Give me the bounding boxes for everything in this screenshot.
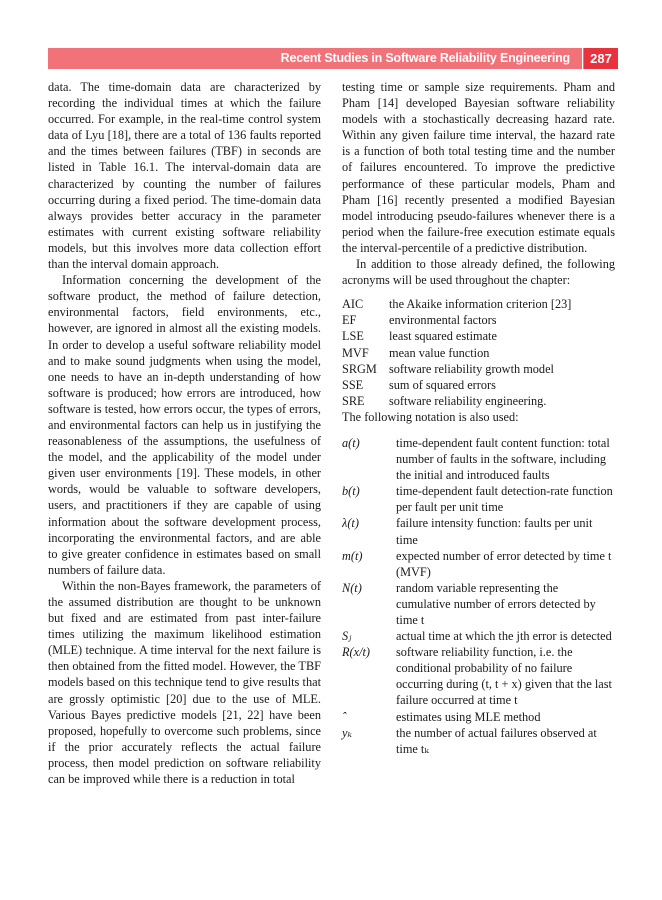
acronym-abbr: MVF bbox=[342, 345, 369, 360]
acronym-row bbox=[342, 361, 615, 377]
header-divider bbox=[582, 48, 583, 69]
notation-symbol: λ(t) bbox=[342, 516, 359, 531]
acronym-meaning: software reliability growth model bbox=[389, 361, 554, 376]
acronym-row bbox=[342, 328, 615, 344]
notation-row bbox=[342, 548, 615, 580]
acronym-abbr: EF bbox=[342, 313, 357, 328]
notation-row bbox=[342, 725, 615, 757]
notation-description: time-dependent fault detection-rate function per fault per unit time bbox=[396, 484, 613, 515]
acronym-abbr: SSE bbox=[342, 377, 364, 392]
acronym-meaning: sum of squared errors bbox=[389, 377, 496, 392]
notation-symbol: R(x/t) bbox=[342, 645, 370, 660]
notation-description: software reliability function, i.e. the conditional probability of no failure occurring during (t, t + x) given that the last failure occurred at time t bbox=[396, 645, 612, 708]
body-paragraph: In addition to those already defined, the following acronyms will be used throughout the chapter: bbox=[342, 257, 615, 288]
acronym-meaning: the Akaike information criterion [23] bbox=[389, 297, 572, 312]
acronym-abbr: LSE bbox=[342, 329, 364, 344]
notation-symbol: ˆ bbox=[342, 709, 347, 724]
acronym-meaning: software reliability engineering. bbox=[389, 393, 547, 408]
running-title: Recent Studies in Software Reliability Engineering bbox=[280, 51, 570, 65]
running-header bbox=[48, 48, 618, 69]
notation-symbol: N(t) bbox=[342, 580, 362, 595]
notation-symbol: yₖ bbox=[342, 725, 352, 740]
notation-description: estimates using MLE method bbox=[396, 709, 541, 724]
notation-description: expected number of error detected by time t (MVF) bbox=[396, 548, 612, 579]
acronym-row bbox=[342, 312, 615, 328]
acronym-meaning: mean value function bbox=[389, 345, 490, 360]
body-paragraph: data. The time-domain data are characterized by recording the individual times at which the failure occurred. For example, in the real-time control system data of Lyu [18], there are a total of 136 faults reported and the times between failures (TBF) in seconds are listed in Table 16.1. The interval-domain data are characterized by counting the number of failures occurring during a fixed period. The time-domain data always provides better accuracy in the parameter estimates with current existing software reliability models, but this involves more data collection effort than the interval domain approach. bbox=[48, 80, 321, 272]
notation-description: actual time at which the jth error is detected bbox=[396, 629, 612, 644]
notation-symbol: a(t) bbox=[342, 435, 360, 450]
acronym-abbr: AIC bbox=[342, 297, 364, 312]
notation-row bbox=[342, 515, 615, 547]
acronym-row bbox=[342, 345, 615, 361]
acronym-row bbox=[342, 377, 615, 393]
notation-symbol: m(t) bbox=[342, 548, 363, 563]
acronym-row bbox=[342, 393, 615, 409]
body-paragraph: Within the non-Bayes framework, the parameters of the assumed distribution are thought to be unknown but fixed and are estimated from past inter-failure times utilizing the maximum likelihood estimation (MLE) technique. A time interval for the next failure is then obtained from the fitted model. However, the TBF models based on this technique tend to give results that are grossly optimistic [20] due to the use of MLE. Various Bayes predictive models [21, 22] have been proposed, hopefully to overcome such problems, since if the prior accurately reflects the actual failure process, then model prediction on software reliability can be improved while there is a reduction in total bbox=[48, 578, 321, 787]
body-paragraph: Information concerning the development of the software product, the method of failure detection, environmental factors, field environments, etc., however, are ignored in almost all the existing models. In order to develop a useful software reliability model and to make sound judgments when using the model, one needs to have an in-depth understanding of how software is produced; how errors are introduced, how software is tested, how errors occur, the types of errors, and environmental factors can help us in justifying the reasonableness of the assumptions, the usefulness of the model, and the applicability of the model under given user environments [19]. These models, in other words, would be valuable to software developers, users, and practitioners if they are capable of using information about the software development process, incorporating the environmental factors, and are able to give greater confidence in estimates based on small numbers of failure data. bbox=[48, 273, 321, 577]
notation-description: time-dependent fault content function: total number of faults in the software, including the initial and introduced faults bbox=[396, 435, 610, 483]
notation-symbol: Sⱼ bbox=[342, 629, 352, 644]
acronym-list bbox=[342, 296, 615, 409]
acronym-meaning: least squared estimate bbox=[389, 329, 497, 344]
notation-row bbox=[342, 628, 615, 644]
body-paragraph: testing time or sample size requirements. Pham and Pham [14] developed Bayesian software reliability models with a stochastically decreasing hazard rate. Within any given failure time interval, the hazard rate is a function of both total testing time and the number of failures encountered. To improve the predictive performance of these particular models, Pham and Pham [16] recently presented a modified Bayesian model introducing pseudo-failures whenever there is a period when the failure-free execution estimate equals the interval-percentile of a predictive distribution. bbox=[342, 80, 615, 255]
notation-row bbox=[342, 435, 615, 483]
notation-row bbox=[342, 709, 615, 725]
notation-row bbox=[342, 580, 615, 628]
notation-description: failure intensity function: faults per unit time bbox=[396, 516, 593, 547]
acronym-meaning: environmental factors bbox=[389, 313, 497, 328]
notation-symbol: b(t) bbox=[342, 484, 360, 499]
page-number: 287 bbox=[584, 48, 618, 69]
notation-row bbox=[342, 644, 615, 708]
acronym-abbr: SRE bbox=[342, 393, 365, 408]
notation-intro: The following notation is also used: bbox=[342, 409, 519, 424]
notation-row bbox=[342, 483, 615, 515]
left-column bbox=[48, 79, 321, 787]
notation-description: random variable representing the cumulative number of errors detected by time t bbox=[396, 580, 596, 627]
acronym-abbr: SRGM bbox=[342, 361, 377, 376]
right-column bbox=[342, 79, 615, 757]
acronym-row bbox=[342, 296, 615, 312]
notation-description: the number of actual failures observed at time tₖ bbox=[396, 725, 597, 756]
notation-list bbox=[342, 435, 615, 757]
